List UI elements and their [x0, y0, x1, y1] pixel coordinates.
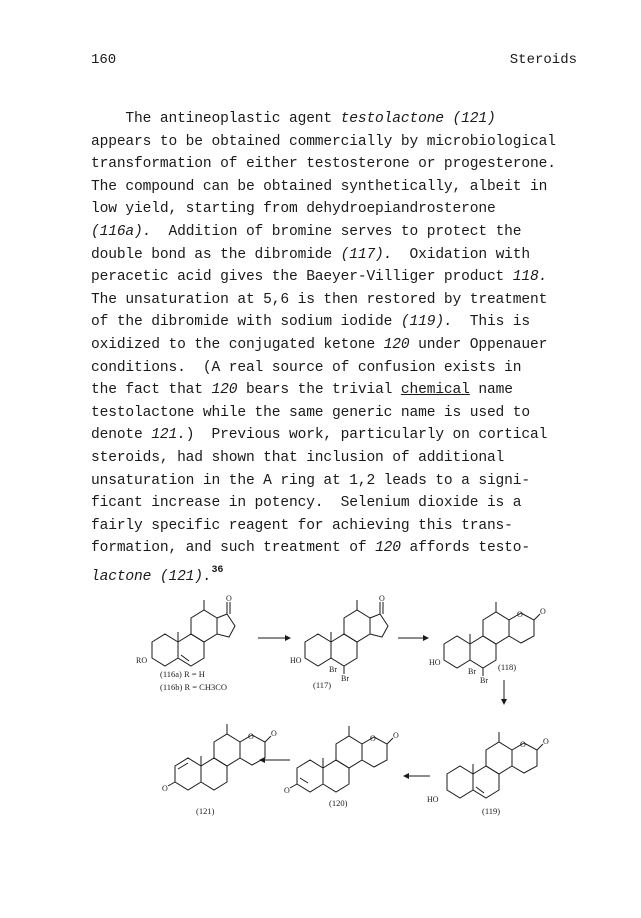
atom-ho-119: HO — [427, 795, 439, 804]
atom-br-118b: Br — [480, 676, 488, 685]
structure-118 — [429, 602, 546, 685]
atom-ro: RO — [136, 656, 148, 665]
text-segment: 121. — [151, 427, 186, 444]
label-116a: (116a) R = H — [160, 669, 205, 679]
text-segment: denote — [91, 427, 152, 444]
text-segment: The unsaturation at 5,6 is then restored by treatment — [91, 291, 548, 308]
text-line — [91, 131, 589, 154]
text-line — [91, 108, 589, 131]
text-line — [91, 379, 589, 402]
text-segment: low yield, starting from dehydroepiandrosterone — [91, 201, 496, 218]
text-line — [91, 153, 589, 176]
text-line — [91, 357, 589, 380]
label-118: (118) — [498, 662, 517, 672]
text-line — [91, 402, 589, 425]
label-120: (120) — [329, 798, 348, 808]
text-segment: name — [469, 382, 513, 399]
structure-120 — [284, 726, 399, 795]
structure-119 — [427, 732, 549, 804]
text-segment: 36 — [211, 564, 224, 576]
running-title: Steroids — [509, 52, 577, 68]
text-segment: appears to be obtained commercially by microbiological — [91, 133, 556, 150]
text-segment: of the dibromide with sodium iodide — [91, 314, 401, 331]
text-segment: formation, and such treatment of — [91, 540, 376, 557]
text-segment: Addition of bromine serves to protect the — [151, 223, 522, 240]
atom-o-116: O — [226, 594, 232, 603]
label-119: (119) — [482, 806, 501, 816]
text-segment: peracetic acid gives the Baeyer-Villiger product — [91, 269, 513, 286]
text-segment: 120 — [211, 382, 238, 399]
text-segment: affords testo- — [400, 540, 531, 557]
text-line — [91, 447, 589, 470]
text-line — [91, 266, 589, 289]
text-segment: steroids, had shown that inclusion of additional — [91, 449, 505, 466]
text-line — [91, 537, 589, 560]
atom-o-120c: O — [393, 731, 399, 740]
text-line — [91, 176, 589, 199]
text-segment: 120 — [383, 336, 410, 353]
text-segment: oxidized to the conjugated ketone — [91, 336, 384, 353]
atom-ho-117: HO — [290, 656, 302, 665]
atom-o-121c: O — [271, 729, 277, 738]
structure-121 — [162, 724, 277, 793]
label-116b: (116b) R = CH3CO — [160, 682, 228, 692]
reaction-scheme — [0, 594, 641, 840]
label-117: (117) — [313, 680, 332, 690]
text-segment: The antineoplastic agent — [91, 111, 341, 127]
text-segment: (116a). — [91, 223, 152, 240]
text-line — [91, 424, 589, 447]
body-paragraph — [91, 108, 589, 585]
text-segment: chemical — [400, 382, 470, 399]
text-segment: This is — [452, 314, 531, 331]
atom-o-119a: O — [520, 740, 526, 749]
text-segment: under Oppenauer — [409, 336, 548, 353]
text-line — [91, 311, 589, 334]
text-segment: ficant increase in potency. Selenium dioxide is a — [91, 495, 522, 512]
atom-o-118b: O — [540, 607, 546, 616]
text-segment: testolactone while the same generic name is used to — [91, 404, 530, 421]
atom-o-117: O — [379, 594, 385, 603]
text-segment: 118. — [512, 269, 548, 286]
label-121: (121) — [196, 806, 215, 816]
text-segment: fairly specific reagent for achieving this trans- — [91, 517, 513, 534]
text-segment: The compound can be obtained synthetically, albeit in — [91, 178, 548, 195]
text-segment: (119). — [400, 314, 453, 331]
text-segment: 120 — [375, 540, 401, 557]
atom-o-121a: O — [162, 784, 168, 793]
atom-br-117a: Br — [329, 665, 337, 674]
atom-o-121b: O — [248, 732, 254, 741]
atom-ho-118: HO — [429, 658, 441, 667]
atom-o-120b: O — [370, 734, 376, 743]
page-number: 160 — [91, 52, 117, 68]
text-segment: Oxidation with — [392, 246, 531, 263]
text-line — [91, 289, 589, 312]
atom-o-118a: O — [517, 610, 523, 619]
structure-116 — [136, 594, 235, 666]
text-line — [91, 560, 589, 583]
text-line — [91, 198, 589, 221]
atom-o-120a: O — [284, 786, 290, 795]
text-segment: bears the trivial — [237, 382, 401, 399]
text-segment: ) Previous work, particularly on cortical — [185, 427, 548, 444]
text-segment: lactone (121). — [91, 568, 212, 585]
text-segment: unsaturation in the A ring at 1,2 leads to a signi- — [91, 472, 530, 489]
atom-o-119b: O — [543, 737, 549, 746]
text-line — [91, 492, 589, 515]
text-segment: (117). — [340, 246, 393, 263]
text-segment: testolactone (121) — [340, 111, 496, 127]
text-line — [91, 334, 589, 357]
structure-117 — [290, 594, 388, 683]
atom-br-118a: Br — [468, 667, 476, 676]
text-segment: conditions. (A real source of confusion exists in — [91, 359, 522, 376]
text-segment: transformation of either testosterone or progesterone. — [91, 156, 556, 173]
text-line — [91, 244, 589, 267]
text-line — [91, 515, 589, 538]
text-segment: double bond as the dibromide — [91, 246, 341, 263]
atom-br-117b: Br — [341, 674, 349, 683]
text-line — [91, 470, 589, 493]
text-line — [91, 221, 589, 244]
page-header — [91, 52, 577, 72]
text-segment: the fact that — [91, 382, 212, 399]
